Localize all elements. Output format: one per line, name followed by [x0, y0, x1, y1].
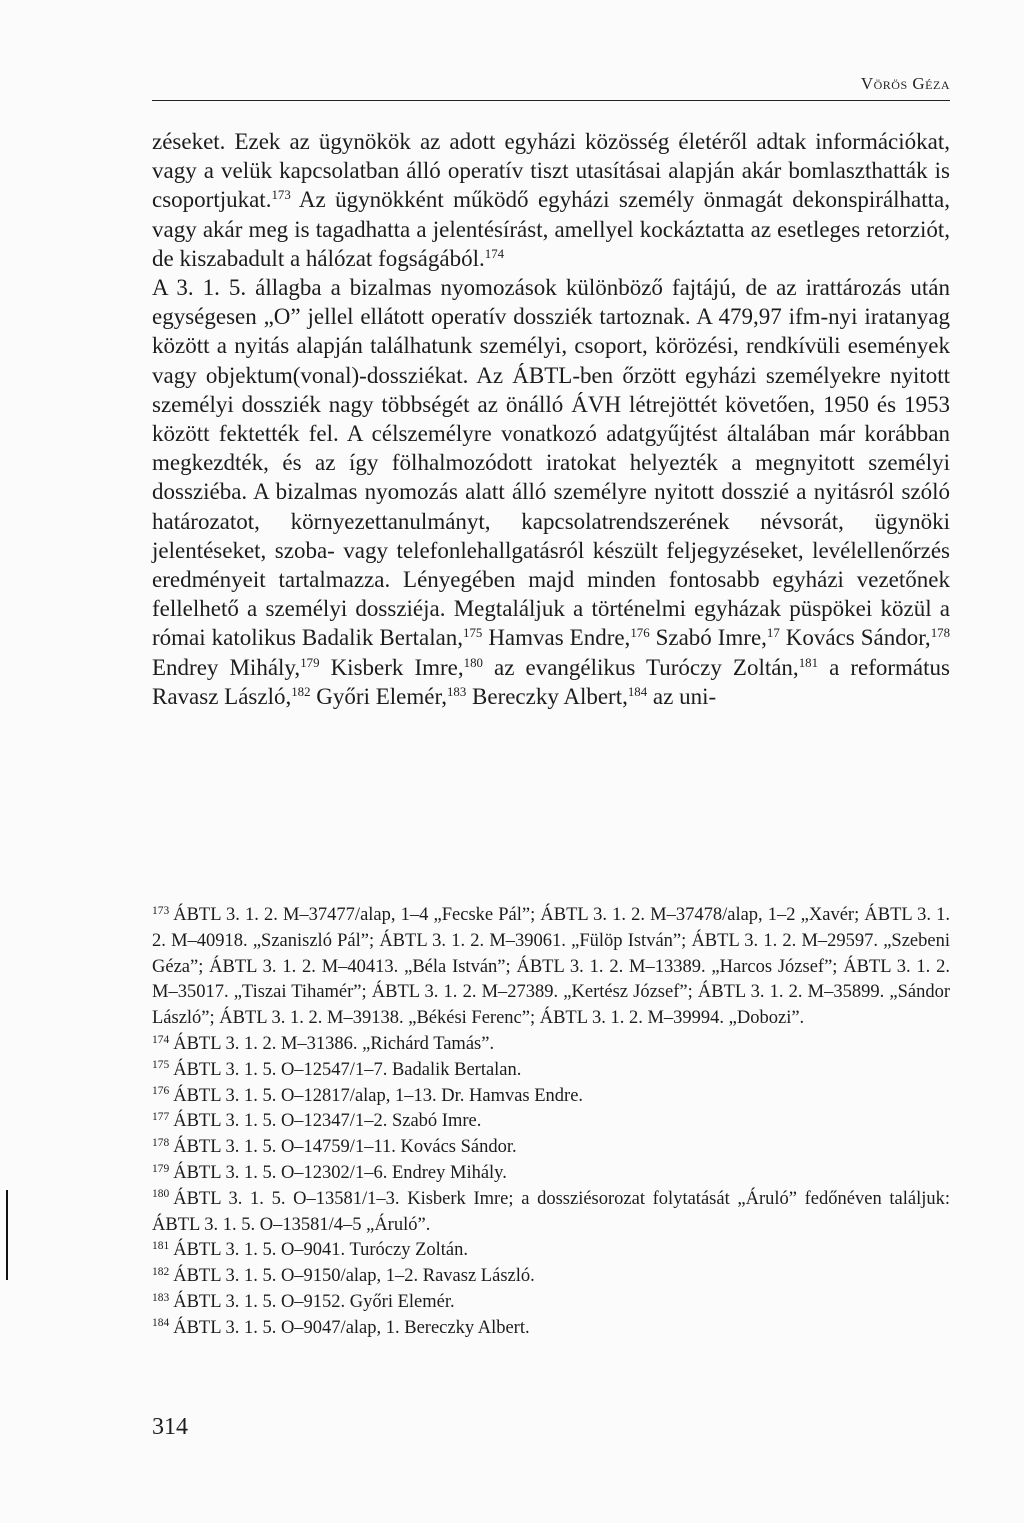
footnote-ref-179: 179 — [300, 655, 320, 670]
footnote — [152, 1135, 950, 1161]
footnote-number: 180 — [152, 1188, 170, 1201]
footnote-number: 177 — [152, 1111, 170, 1124]
footnote-ref-177: 17 — [766, 626, 780, 641]
footnote-text: ÁBTL 3. 1. 2. M–31386. „Richárd Tamás”. — [173, 1033, 495, 1054]
footnote-ref-184: 184 — [627, 684, 648, 699]
footnote — [152, 1264, 950, 1290]
footnote-number: 176 — [152, 1085, 170, 1098]
footnote-text: ÁBTL 3. 1. 5. O–13581/1–3. Kisberk Imre; a dossziésorozat folytatását „Áruló” fedőnéven találjuk: ÁBTL 3. 1. 5. O–13581/4–5 „Áruló”. — [152, 1188, 950, 1235]
footnote-ref-180: 180 — [463, 655, 483, 670]
text-179: Kisberk Imre, — [319, 654, 464, 680]
footnote-number: 173 — [152, 904, 170, 917]
footnote-number: 184 — [152, 1317, 170, 1330]
footnote-ref-181: 181 — [798, 655, 818, 670]
footnote-number: 175 — [152, 1059, 170, 1072]
footnote-number: 183 — [152, 1291, 170, 1304]
footnote-text: ÁBTL 3. 1. 5. O–9152. Győri Elemér. — [173, 1291, 455, 1312]
footnote — [152, 1187, 950, 1239]
footnote-text: ÁBTL 3. 1. 5. O–14759/1–11. Kovács Sándor. — [173, 1137, 517, 1158]
footnote-ref-173: 173 — [271, 188, 291, 203]
footnote-text: ÁBTL 3. 1. 5. O–12817/alap, 1–13. Dr. Hamvas Endre. — [173, 1085, 584, 1106]
paragraph-1-text-a: zéseket. Ezek az ügynökök az adott egyházi közösség életéről adtak információkat, vagy a velük kapcsolatban álló operatív tiszt utasításai alapján akár bomlaszthatták is csoportjukat. — [152, 129, 950, 213]
footnote-text: ÁBTL 3. 1. 5. O–9047/alap, 1. Bereczky Albert. — [173, 1317, 530, 1338]
footnote-text: ÁBTL 3. 1. 5. O–9041. Turóczy Zoltán. — [173, 1240, 468, 1261]
text-182: Győri Elemér, — [310, 683, 447, 709]
footnote-number: 174 — [152, 1033, 170, 1046]
footnote-number: 179 — [152, 1162, 170, 1175]
footnote — [152, 903, 950, 1032]
footnote — [152, 1058, 950, 1084]
footnote-number: 182 — [152, 1265, 170, 1278]
page-number: 314 — [152, 1414, 188, 1440]
footnote-ref-175: 175 — [463, 626, 483, 641]
text-180: az evangélikus Turóczy Zoltán, — [482, 654, 799, 680]
paragraph-1 — [152, 127, 950, 273]
footnote-ref-176: 176 — [630, 626, 650, 641]
text-181: a református Ravasz László, — [152, 654, 950, 709]
footnote-ref-174: 174 — [484, 246, 505, 261]
footnote-text: ÁBTL 3. 1. 2. M–37477/alap, 1–4 „Fecske Pál”; ÁBTL 3. 1. 2. M–37478/alap, 1–2 „Xavér; ÁBTL 3. 1. 2. M–40918. „Szaniszló Pál”; ÁBTL 3. 1. 2. M–39061. „Fülöp István”; ÁBTL 3. 1. 2. M–29597. „Szebeni Géza”; ÁBTL 3. 1. 2. M–40413. „Béla István”; ÁBTL 3. 1. 2. M–13389. „Harcos József”; ÁBTL 3. 1. 2. M–35017. „Tiszai Tihamér”; ÁBTL 3. 1. 2. M–27389. „Kertész József”; ÁBTL 3. 1. 2. M–35899. „Sándor László”; ÁBTL 3. 1. 2. M–39138. „Békési Ferenc”; ÁBTL 3. 1. 2. M–39994. „Dobozi”. — [152, 905, 950, 1029]
footnote — [152, 1084, 950, 1110]
footnote-number: 178 — [152, 1136, 170, 1149]
footnote-ref-183: 183 — [446, 684, 467, 699]
footnote — [152, 1161, 950, 1187]
footnote — [152, 1109, 950, 1135]
text-175: Hamvas Endre, — [482, 625, 631, 651]
footnote — [152, 1032, 950, 1058]
text-176: Szabó Imre, — [649, 625, 767, 651]
paragraph-1-text-b: Az ügynökként működő egyházi személy önmagát dekonspirálhatta, vagy akár meg is tagadhatta a jelentésírást, amellyel kockáztatta az esetleges retorziót, de kiszabadult a hálózat fogságából. — [152, 187, 950, 271]
footnote-text: ÁBTL 3. 1. 5. O–12347/1–2. Szabó Imre. — [173, 1111, 482, 1132]
text-183: Bereczky Albert, — [466, 683, 628, 709]
header-rule — [152, 100, 950, 101]
footnote-number: 181 — [152, 1240, 170, 1253]
main-text — [152, 127, 950, 711]
footnote-ref-182: 182 — [291, 684, 311, 699]
paragraph-2 — [152, 273, 950, 711]
footnote-ref-178: 178 — [930, 626, 950, 641]
footnote-text: ÁBTL 3. 1. 5. O–12302/1–6. Endrey Mihály. — [173, 1162, 507, 1183]
footnote-text: ÁBTL 3. 1. 5. O–9150/alap, 1–2. Ravasz László. — [173, 1266, 535, 1287]
footnote — [152, 1316, 950, 1342]
running-header: Vörös Géza — [860, 74, 950, 93]
footnote — [152, 1290, 950, 1316]
text-184: az uni- — [647, 683, 717, 709]
text-177: Kovács Sándor, — [779, 625, 931, 651]
footnote-text: ÁBTL 3. 1. 5. O–12547/1–7. Badalik Bertalan. — [173, 1059, 522, 1080]
margin-mark — [6, 1190, 8, 1280]
footnotes — [152, 903, 950, 1342]
paragraph-2-text: A 3. 1. 5. állagba a bizalmas nyomozások különböző fajtájú, de az irattározás után egységesen „O” jellel ellátott operatív dossziék tartoznak. A 479,97 ifm-nyi iratanyag között a nyitás alapján találhatunk személyi, csoport, körözési, rendkívüli események vagy objektum(vonal)-dossziékat. Az ÁBTL-ben őrzött egyházi személyekre nyitott személyi dossziék nagy többségét az önálló ÁVH létrejöttét követően, 1950 és 1953 között fektették fel. A célszemélyre vonatkozó adatgyűjtést általában már korábban megkezdték, és az így fölhalmozódott iratokat helyezték a megnyitott személyi dossziéba. A bizalmas nyomozás alatt álló személyre nyitott dosszié a nyitásról szóló határozatot, környezettanulmányt, kapcsolatrendszerének névsorát, ügynöki jelentéseket, szoba- vagy telefonlehallgatásról készült feljegyzéseket, levélellenőrzés eredményeit tartalmazza. Lényegében majd minden fontosabb egyházi vezetőnek fellelhető a személyi dossziéja. Megtaláljuk a történelmi egyházak püspökei közül a római katolikus Badalik Bertalan, — [152, 275, 950, 651]
footnote — [152, 1238, 950, 1264]
text-178: Endrey Mihály, — [152, 654, 301, 680]
